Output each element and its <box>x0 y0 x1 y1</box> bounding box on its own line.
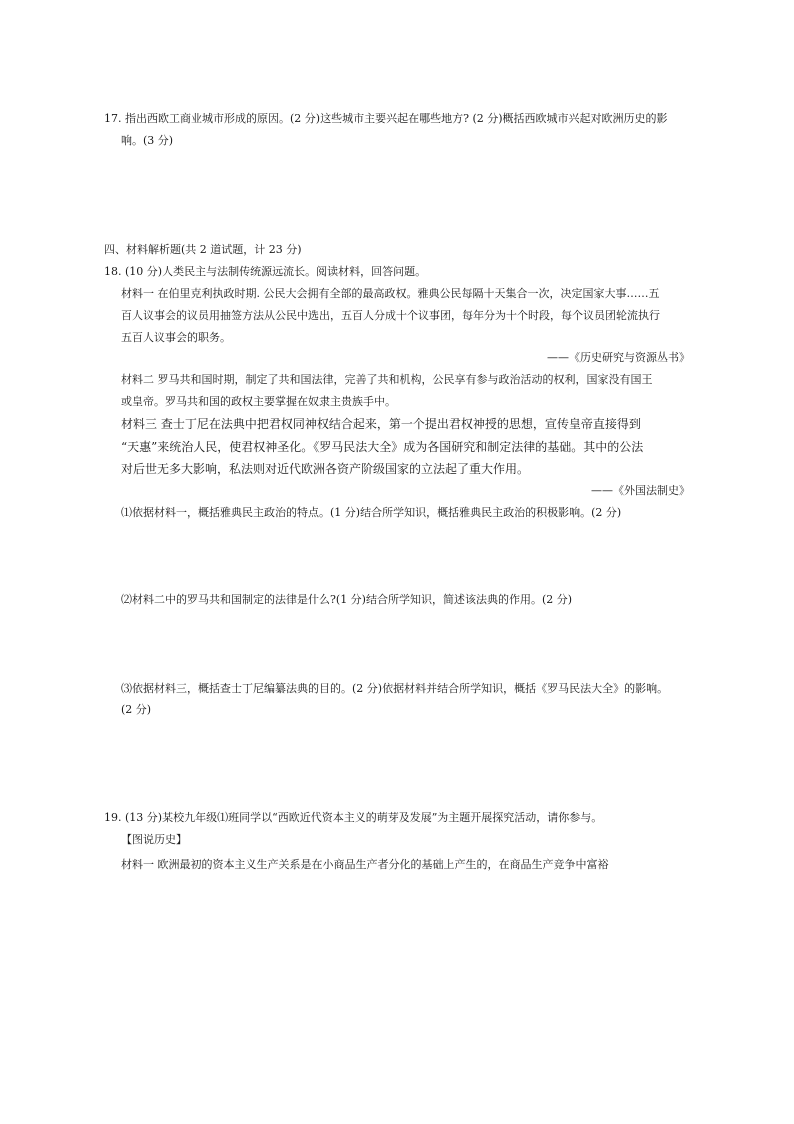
q17-line-2: 响。(3 分) <box>121 134 174 147</box>
q18-subquestion-3-line-2: (2 分) <box>121 703 152 716</box>
q18-material3-line-3: 对后世无多大影响，私法则对近代欧洲各资产阶级国家的立法起了重大作用。 <box>121 462 530 476</box>
q18-subquestion-1: ⑴依据材料一，概括雅典民主政治的特点。(1 分)结合所学知识，概括雅典民主政治的积极影响。(2 分) <box>121 506 622 519</box>
q18-material3-line-1: 材料三 查士丁尼在法典中把君权同神权结合起来，第一个提出君权神授的思想，宣传皇帝直接得到 <box>121 417 641 431</box>
q19-material1-line-1: 材料一 欧洲最初的资本主义生产关系是在小商品生产者分化的基础上产生的，在商品生产竞争中富裕 <box>121 858 609 871</box>
q18-intro: 18. (10 分)人类民主与法制传统源远流长。阅读材料，回答问题。 <box>104 265 427 278</box>
q19-heading: 【图说历史】 <box>121 833 187 846</box>
q18-subquestion-3-line-1: ⑶依据材料三，概括查士丁尼编纂法典的目的。(2 分)依据材料并结合所学知识，概括《罗马民法大全》的影响。 <box>121 682 669 695</box>
q18-material1-line-1: 材料一 在伯里克利执政时期. 公民大会拥有全部的最高政权。雅典公民每隔十天集合一次，决定国家大事……五 <box>121 287 660 300</box>
q18-material1-source: ——《历史研究与资源丛书》 <box>547 351 690 364</box>
q18-material2-line-1: 材料二 罗马共和国时期，制定了共和国法律，完善了共和机构，公民享有参与政治活动的权利，国家没有国王 <box>121 373 653 386</box>
q17-line-1: 17. 指出西欧工商业城市形成的原因。(2 分)这些城市主要兴起在哪些地方? (2 分)概括西欧城市兴起对欧洲历史的影 <box>104 112 668 125</box>
q18-material1-line-3: 五百人议事会的职务。 <box>121 331 231 344</box>
q18-subquestion-2: ⑵材料二中的罗马共和国制定的法律是什么?(1 分)结合所学知识，简述该法典的作用。(2 分) <box>121 593 573 606</box>
section-4-title: 四、材料解析题(共 2 道试题，计 23 分) <box>104 243 302 256</box>
q18-material2-line-2: 或皇帝。罗马共和国的政权主要掌握在奴隶主贵族手中。 <box>121 395 396 408</box>
q18-material3-source: ——《外国法制史》 <box>591 484 690 497</box>
q18-material1-line-2: 百人议事会的议员用抽签方法从公民中选出，五百人分成十个议事团，每年分为十个时段，每个议员团轮流执行 <box>121 309 660 322</box>
q18-material3-line-2: “天惠”来统治人民，使君权神圣化。《罗马民法大全》成为各国研究和制定法律的基础。其中的公法 <box>121 440 644 454</box>
q19-intro: 19. (13 分)某校九年级⑴班同学以“西欧近代资本主义的萌芽及发展”为主题开展探究活动，请你参与。 <box>104 811 603 824</box>
